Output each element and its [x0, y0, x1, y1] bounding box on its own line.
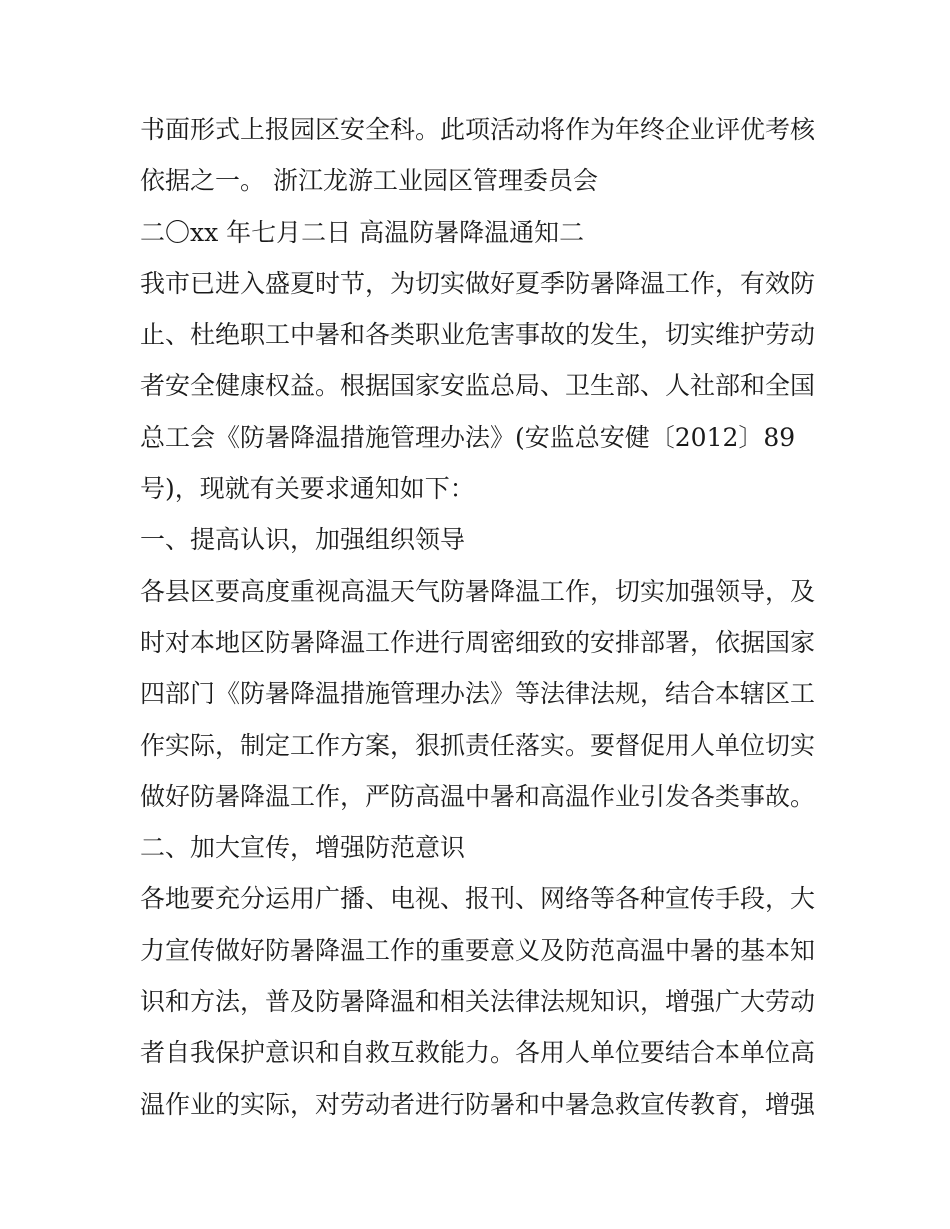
text-line: 总工会《防暑降温措施管理办法》(安监总安健〔2012〕89 [140, 422, 796, 452]
text-line: 号)，现就有关要求通知如下： [140, 474, 475, 504]
section-heading: 一、提高认识，加强组织领导 [140, 525, 466, 555]
text-line: 时对本地区防暑降温工作进行周密细致的安排部署，依据国家 [140, 627, 816, 657]
text-line: 者安全健康权益。根据国家安监总局、卫生部、人社部和全国 [140, 371, 816, 401]
text-line: 者自我保护意识和自救互救能力。各用人单位要结合本单位高 [140, 1038, 816, 1068]
section-heading: 二、加大宣传，增强防范意识 [140, 833, 466, 863]
text-line: 我市已进入盛夏时节，为切实做好夏季防暑降温工作，有效防 [140, 268, 816, 298]
text-line: 作实际，制定工作方案，狠抓责任落实。要督促用人单位切实 [140, 730, 816, 760]
text-line: 二〇xx 年七月二日 高温防暑降温通知二 [140, 217, 585, 247]
text-line: 识和方法，普及防暑降温和相关法律法规知识，增强广大劳动 [140, 987, 816, 1017]
text-line: 温作业的实际，对劳动者进行防暑和中暑急救宣传教育，增强 [140, 1089, 816, 1119]
text-line: 各地要充分运用广播、电视、报刊、网络等各种宣传手段，大 [140, 884, 816, 914]
text-line: 四部门《防暑降温措施管理办法》等法律法规，结合本辖区工 [140, 679, 816, 709]
text-line: 力宣传做好防暑降温工作的重要意义及防范高温中暑的基本知 [140, 935, 816, 965]
text-line: 止、杜绝职工中暑和各类职业危害事故的发生，切实维护劳动 [140, 320, 816, 350]
text-line: 做好防暑降温工作，严防高温中暑和高温作业引发各类事故。 [140, 781, 816, 811]
text-line: 依据之一。 浙江龙游工业园区管理委员会 [140, 166, 598, 196]
document-body [140, 104, 820, 1130]
text-line: 各县区要高度重视高温天气防暑降温工作，切实加强领导，及 [140, 576, 816, 606]
text-line: 书面形式上报园区安全科。此项活动将作为年终企业评优考核 [140, 115, 816, 144]
